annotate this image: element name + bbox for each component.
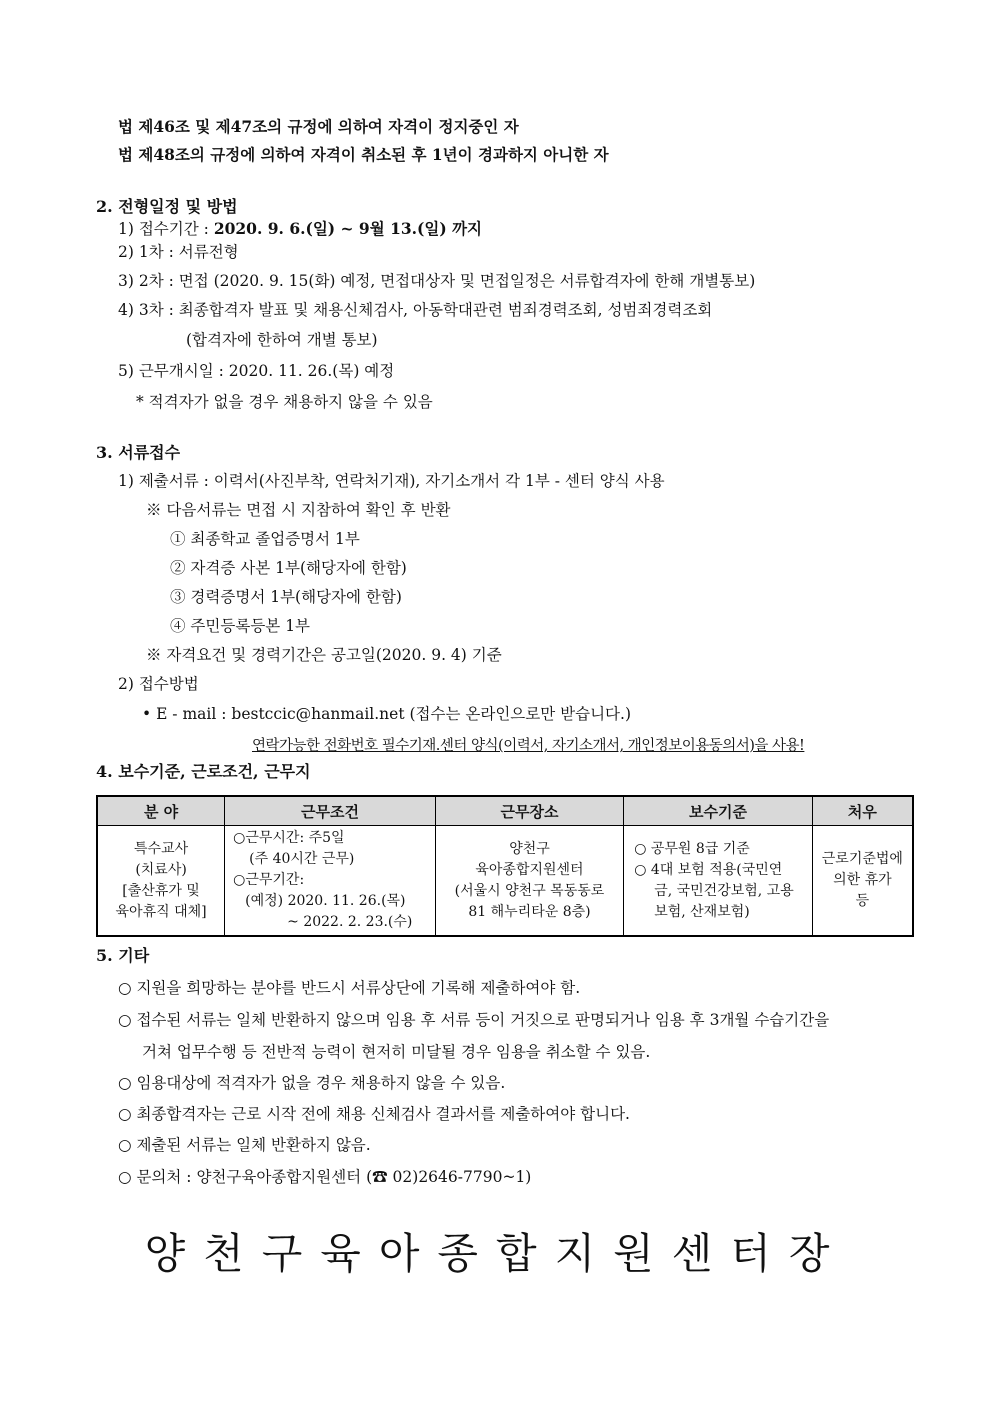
section5-heading: 5. 기타 — [96, 946, 150, 965]
application-period-label: 1) 접수기간 : — [118, 220, 214, 238]
pay-line: ○ 공무원 8급 기준 — [634, 840, 750, 857]
header-place: 근무장소 — [435, 796, 623, 826]
disqualification-line-2: 법 제48조의 규정에 의하여 자격이 취소된 후 1년이 경과하지 아니한 자 — [118, 145, 609, 164]
disqualification-line-1: 법 제46조 및 제47조의 규정에 의하여 자격이 정지중인 자 — [118, 117, 519, 136]
submission-method: 2) 접수방법 — [118, 675, 199, 693]
reference-date-note: ※ 자격요건 및 경력기간은 공고일(2020. 9. 4) 기준 — [146, 646, 502, 664]
header-field: 분 야 — [97, 796, 225, 826]
field-line: [출산휴가 및 — [122, 882, 200, 899]
interview-docs-note: ※ 다음서류는 면접 시 지참하여 확인 후 반환 — [146, 501, 451, 519]
place-line: 81 해누리타운 8층) — [468, 903, 591, 920]
pay-line: ○ 4대 보험 적용(국민연 — [634, 861, 783, 878]
field-line: (치료사) — [135, 861, 187, 878]
section3-heading: 3. 서류접수 — [96, 443, 181, 462]
third-round: 4) 3차 : 최종합격자 발표 및 채용신체검사, 아동학대관련 범죄경력조회, 성범죄경력조회 — [118, 301, 713, 319]
start-date: 5) 근무개시일 : 2020. 11. 26.(목) 예정 — [118, 362, 395, 380]
place-line: (서울시 양천구 목동동로 — [454, 882, 605, 899]
pay-conditions-table — [96, 795, 914, 937]
header-pay: 보수기준 — [624, 796, 813, 826]
other-item: ○ 임용대상에 적격자가 없을 경우 채용하지 않을 수 있음. — [118, 1074, 506, 1092]
doc-item-4: ④ 주민등록등본 1부 — [170, 617, 311, 635]
other-item: ○ 최종합격자는 근로 시작 전에 채용 신체검사 결과서를 제출하여야 합니다. — [118, 1105, 630, 1123]
first-round: 2) 1차 : 서류전형 — [118, 243, 239, 261]
table-header-row — [97, 796, 913, 826]
pay-cell — [624, 826, 813, 937]
required-documents: 1) 제출서류 : 이력서(사진부착, 연락처기재), 자기소개서 각 1부 - 센터 양식 사용 — [118, 472, 665, 490]
pay-line: 금, 국민건강보험, 고용 — [654, 882, 794, 899]
other-item-continuation: 거쳐 업무수행 등 전반적 능력이 현저히 미달될 경우 임용을 취소할 수 있음. — [142, 1043, 651, 1061]
field-cell — [97, 826, 225, 937]
email-line[interactable]: • E - mail : bestccic@hanmail.net (접수는 온라인으로만 받습니다.) — [142, 705, 632, 723]
other-item: ○ 지원을 희망하는 분야를 반드시 서류상단에 기록해 제출하여야 함. — [118, 979, 581, 997]
field-line: 육아휴직 대체] — [115, 903, 207, 920]
place-cell — [435, 826, 623, 937]
table-row — [97, 826, 913, 937]
condition-line: (예정) 2020. 11. 26.(목) — [245, 893, 406, 909]
application-period-value: 2020. 9. 6.(일) ~ 9월 13.(일) 까지 — [213, 219, 483, 238]
second-round: 3) 2차 : 면접 (2020. 9. 15(화) 예정, 면접대상자 및 면접일정은 서류합격자에 한해 개별통보) — [118, 272, 756, 290]
doc-item-2: ② 자격증 사본 1부(해당자에 한함) — [170, 559, 407, 577]
condition-line: ~ 2022. 2. 23.(수) — [287, 914, 413, 930]
place-line: 육아종합지원센터 — [475, 861, 584, 878]
benefit-line: 등 — [855, 893, 870, 909]
header-benefit: 처우 — [812, 796, 913, 826]
conditions-cell — [225, 826, 436, 937]
section4-heading: 4. 보수기준, 근로조건, 근무지 — [96, 762, 311, 781]
benefit-line: 의한 휴가 — [833, 872, 892, 888]
pay-line: 보험, 산재보험) — [654, 903, 750, 920]
form-usage-note: 연락가능한 전화번호 필수기재.센터 양식(이력서, 자기소개서, 개인정보이용동의서)을 사용! — [252, 738, 805, 754]
contact-info: ○ 문의처 : 양천구육아종합지원센터 (☎ 02)2646-7790~1) — [118, 1168, 532, 1186]
benefit-cell — [812, 826, 913, 937]
condition-line: ○근무기간: — [233, 872, 305, 888]
field-line: 특수교사 — [134, 840, 189, 857]
doc-item-1: ① 최종학교 졸업증명서 1부 — [170, 530, 360, 548]
other-item: ○ 제출된 서류는 일체 반환하지 않음. — [118, 1136, 371, 1154]
condition-line: ○근무시간: 주5일 — [233, 830, 345, 846]
no-candidate-note: * 적격자가 없을 경우 채용하지 않을 수 있음 — [136, 393, 433, 411]
section2-heading: 2. 전형일정 및 방법 — [96, 197, 238, 216]
third-round-note: (합격자에 한하여 개별 통보) — [186, 331, 378, 349]
condition-line: (주 40시간 근무) — [249, 851, 355, 867]
header-conditions: 근무조건 — [225, 796, 436, 826]
place-line: 양천구 — [509, 840, 550, 857]
other-item: ○ 접수된 서류는 일체 반환하지 않으며 임용 후 서류 등이 거짓으로 판명되거나 임용 후 3개월 수습기간을 — [118, 1011, 830, 1029]
issuer-signature: 양천구육아종합지원센터장 — [144, 1229, 848, 1278]
doc-item-3: ③ 경력증명서 1부(해당자에 한함) — [170, 588, 402, 606]
application-period — [118, 219, 482, 239]
benefit-line: 근로기준법에 — [821, 851, 903, 867]
